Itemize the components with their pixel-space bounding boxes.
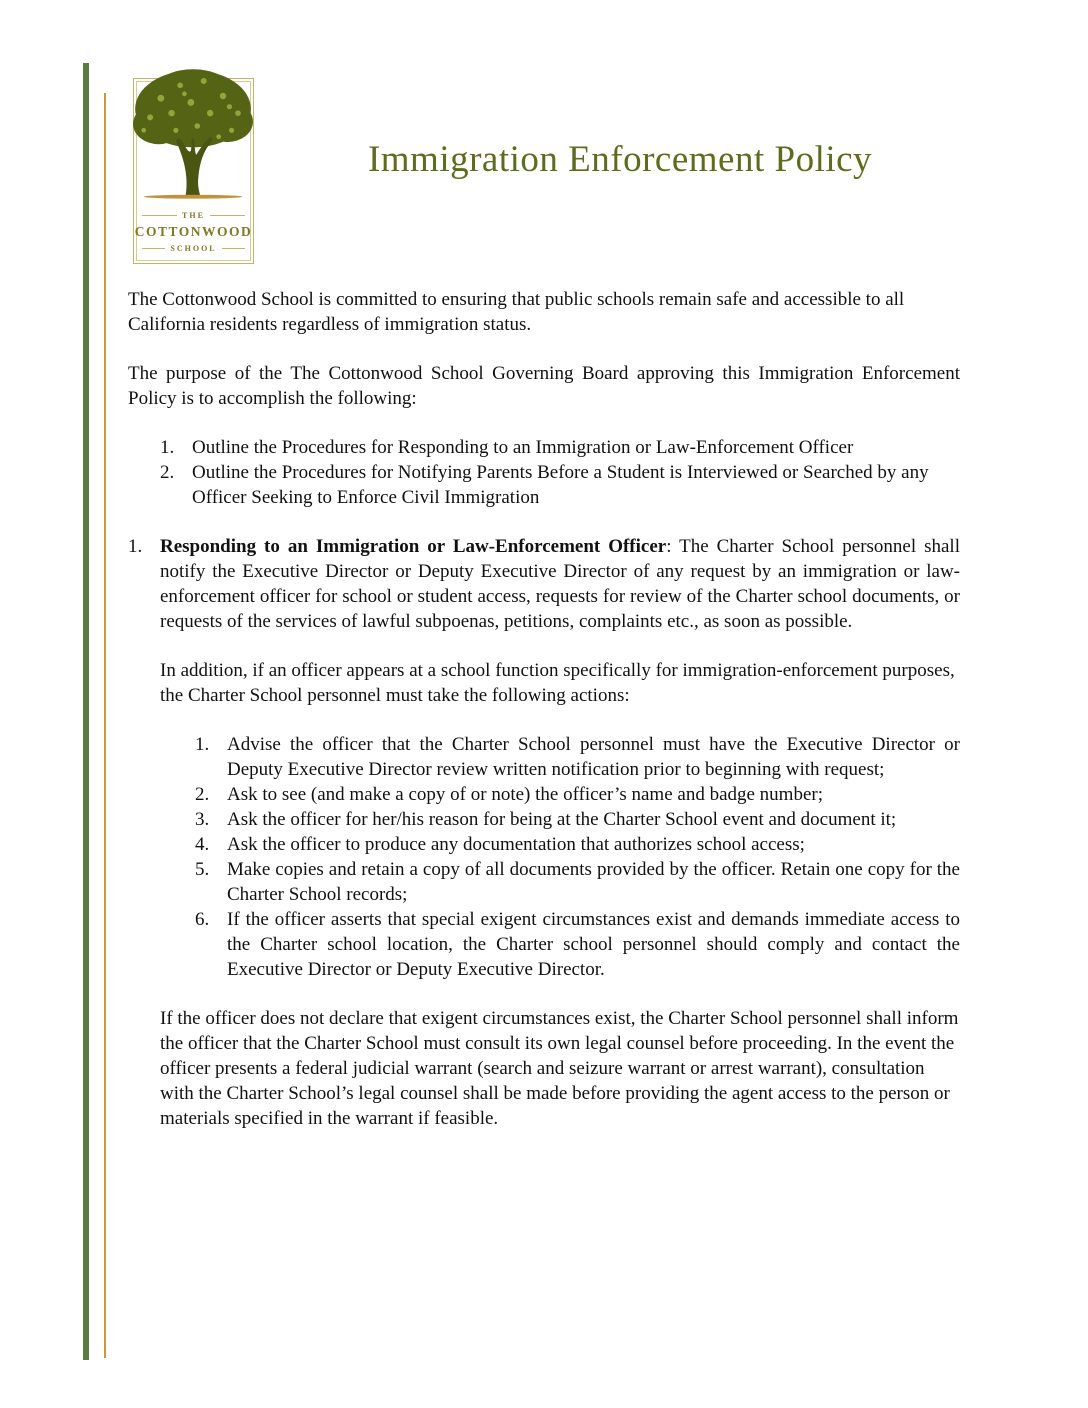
list-item-number: 4.: [195, 834, 210, 855]
list-item-number: 1.: [160, 437, 175, 458]
rule-line: [222, 248, 245, 249]
logo-wordmark: [134, 211, 253, 253]
rule-line: [142, 215, 177, 216]
list-item-text: Outline the Procedures for Responding to an Immigration or Law-Enforcement Officer: [192, 437, 854, 458]
tree-trunk: [176, 137, 212, 197]
list-item-text: Make copies and retain a copy of all documents provided by the officer. Retain one copy for the Charter School records;: [227, 859, 960, 905]
rule-line: [142, 248, 165, 249]
purpose-list: [160, 435, 960, 510]
list-item-text: If the officer asserts that special exigent circumstances exist and demands immediate access to the Charter school location, the Charter school personnel should comply and contact the Executive Director or Deputy Executive Director.: [227, 909, 960, 980]
list-item: [195, 907, 960, 982]
intro-paragraph-2: The purpose of the The Cottonwood School Governing Board approving this Immigration Enforcement Policy is to accomplish the following:: [128, 363, 960, 409]
section-text: [160, 534, 960, 634]
list-item: [195, 832, 960, 857]
actions-list: [195, 732, 960, 982]
list-item: [195, 857, 960, 907]
list-item-number: 5.: [195, 859, 210, 880]
logo-school-name: COTTONWOOD: [134, 224, 253, 239]
list-item-text: Ask the officer for her/his reason for being at the Charter School event and document it;: [227, 809, 897, 830]
tree-icon: [127, 66, 259, 216]
logo-school-row: [142, 244, 245, 253]
section-number: 1.: [128, 536, 143, 557]
school-logo: [133, 78, 254, 264]
document-body: [128, 287, 960, 1155]
list-item-text: Ask to see (and make a copy of or note) the officer’s name and badge number;: [227, 784, 824, 805]
list-item: [195, 782, 960, 807]
list-item-number: 1.: [195, 734, 210, 755]
list-item-number: 2.: [160, 462, 175, 483]
section-body: : The Charter School personnel shall notify the Executive Director or Deputy Executive Director of any request by an immigration or law-enforcement officer for school or student access, requests for review of the Charter school documents, or requests of the services of lawful subpoenas, petitions, complaints etc., as soon as possible.: [160, 536, 960, 632]
section-heading: Responding to an Immigration or Law-Enforcement Officer: [160, 536, 667, 557]
list-item: [160, 435, 960, 460]
list-item-text: Ask the officer to produce any documentation that authorizes school access;: [227, 834, 805, 855]
list-item-text: Advise the officer that the Charter School personnel must have the Executive Director or Deputy Executive Director review written notification prior to beginning with request;: [227, 734, 960, 780]
rule-line: [210, 215, 245, 216]
gold-accent-line: [104, 93, 106, 1358]
list-item: [195, 807, 960, 832]
list-item: [195, 732, 960, 782]
logo-the-row: [142, 211, 245, 220]
list-item-number: 3.: [195, 809, 210, 830]
list-item-number: 6.: [195, 909, 210, 930]
closing-paragraph: If the officer does not declare that exigent circumstances exist, the Charter School personnel shall inform the officer that the Charter School must consult its own legal counsel before proceeding. In the event the officer presents a federal judicial warrant (search and seizure warrant or arrest warrant), consultation with the Charter School’s legal counsel shall be made before providing the agent access to the person or materials specified in the warrant if feasible.: [160, 1008, 959, 1129]
list-item: [160, 460, 960, 510]
green-accent-bar: [83, 63, 89, 1360]
list-item-text: Outline the Procedures for Notifying Parents Before a Student is Interviewed or Searched by any Officer Seeking to Enforce Civil Immigration: [192, 462, 929, 508]
intro-paragraph-1: The Cottonwood School is committed to ensuring that public schools remain safe and accessible to all California residents regardless of immigration status.: [128, 289, 905, 335]
logo-the: THE: [182, 211, 205, 220]
list-item-number: 2.: [195, 784, 210, 805]
tree-ground-line: [144, 195, 243, 199]
page-title: Immigration Enforcement Policy: [367, 139, 873, 180]
section-1: [128, 534, 960, 634]
logo-school: SCHOOL: [170, 244, 217, 253]
addition-paragraph: In addition, if an officer appears at a school function specifically for immigration-enforcement purposes, the Charter School personnel must take the following actions:: [160, 660, 955, 706]
